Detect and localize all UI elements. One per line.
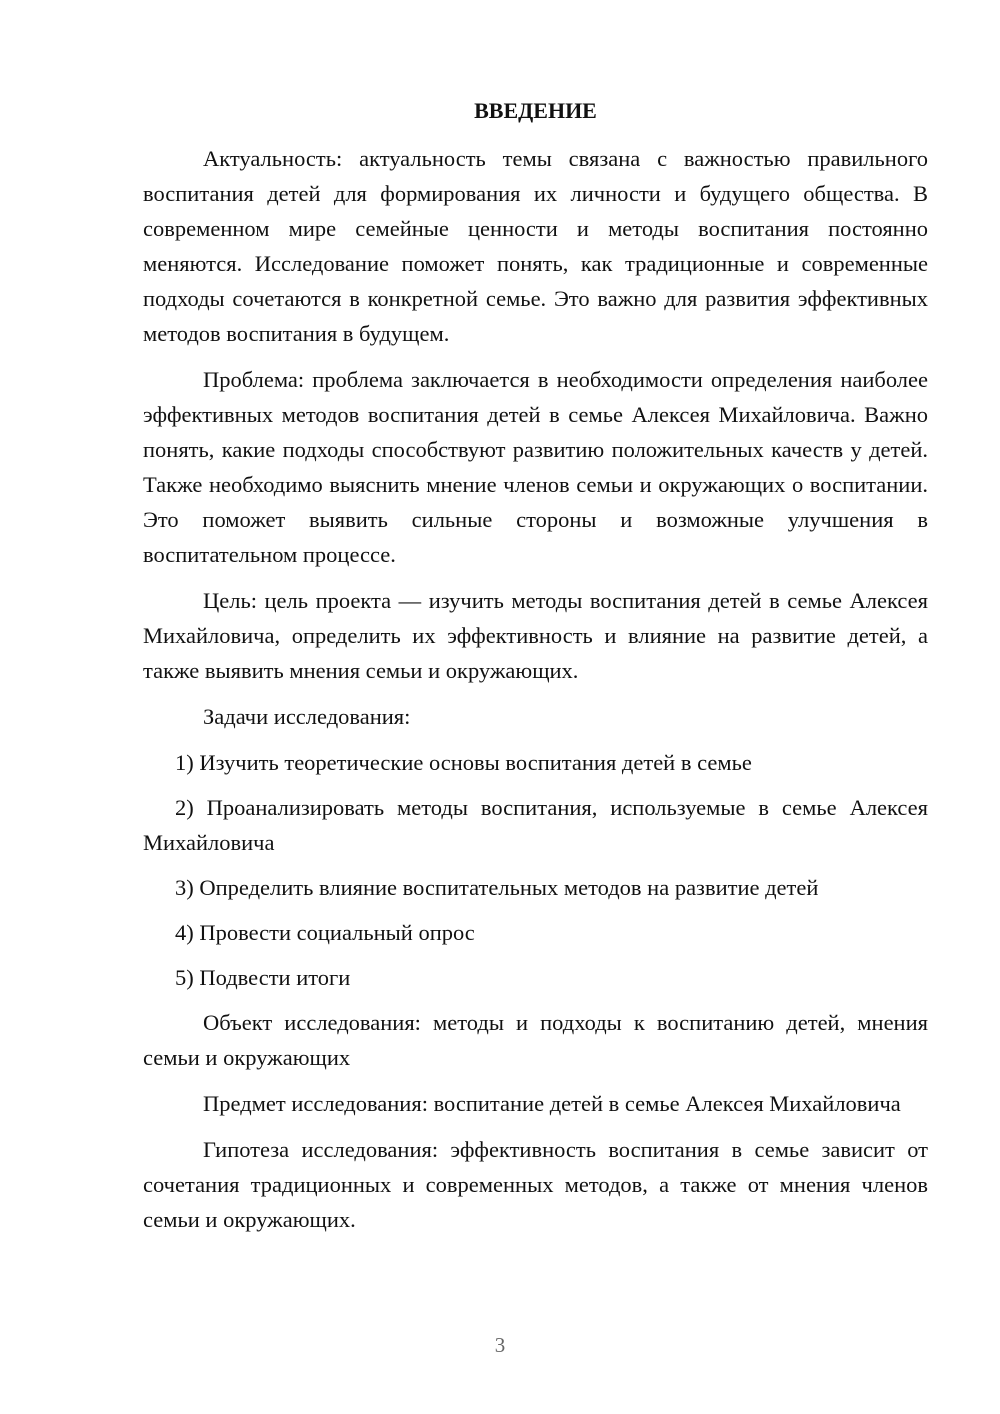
paragraph-relevance: Актуальность: актуальность темы связана с важностью правильного воспитания детей для формирования их личности и будущего общества. В современном мире семейные ценности и методы воспитания постоянно меняются. Исследование поможет понять, как традиционные и современные подходы сочетаются в конкретной семье. Это важно для развития эффективных методов воспитания в будущем.	[143, 146, 928, 346]
task-item-1: 1) Изучить теоретические основы воспитания детей в семье	[175, 750, 752, 775]
task-item-3: 3) Определить влияние воспитательных методов на развитие детей	[175, 875, 819, 900]
paragraph-hypothesis: Гипотеза исследования: эффективность воспитания в семье зависит от сочетания традиционных и современных методов, а также от мнения членов семьи и окружающих.	[143, 1137, 928, 1232]
paragraph-object: Объект исследования: методы и подходы к воспитанию детей, мнения семьи и окружающих	[143, 1010, 928, 1070]
paragraph-subject: Предмет исследования: воспитание детей в семье Алексея Михайловича	[203, 1091, 901, 1116]
task-item-4: 4) Провести социальный опрос	[175, 920, 475, 945]
task-item-5: 5) Подвести итоги	[175, 965, 351, 990]
tasks-title: Задачи исследования:	[203, 704, 411, 729]
page-heading: ВВЕДЕНИЕ	[474, 98, 597, 123]
paragraph-goal: Цель: цель проекта — изучить методы воспитания детей в семье Алексея Михайловича, определить их эффективность и влияние на развитие детей, а также выявить мнения семьи и окружающих.	[143, 588, 928, 683]
page-body	[143, 93, 928, 1248]
task-item-2: 2) Проанализировать методы воспитания, используемые в семье Алексея Михайловича	[143, 795, 928, 855]
page-number: 3	[494, 1333, 506, 1357]
paragraph-problem: Проблема: проблема заключается в необходимости определения наиболее эффективных методов воспитания детей в семье Алексея Михайловича. Важно понять, какие подходы способствуют развитию положительных качеств у детей. Также необходимо выяснить мнение членов семьи и окружающих о воспитании. Это поможет выявить сильные стороны и возможные улучшения в воспитательном процессе.	[143, 367, 928, 567]
